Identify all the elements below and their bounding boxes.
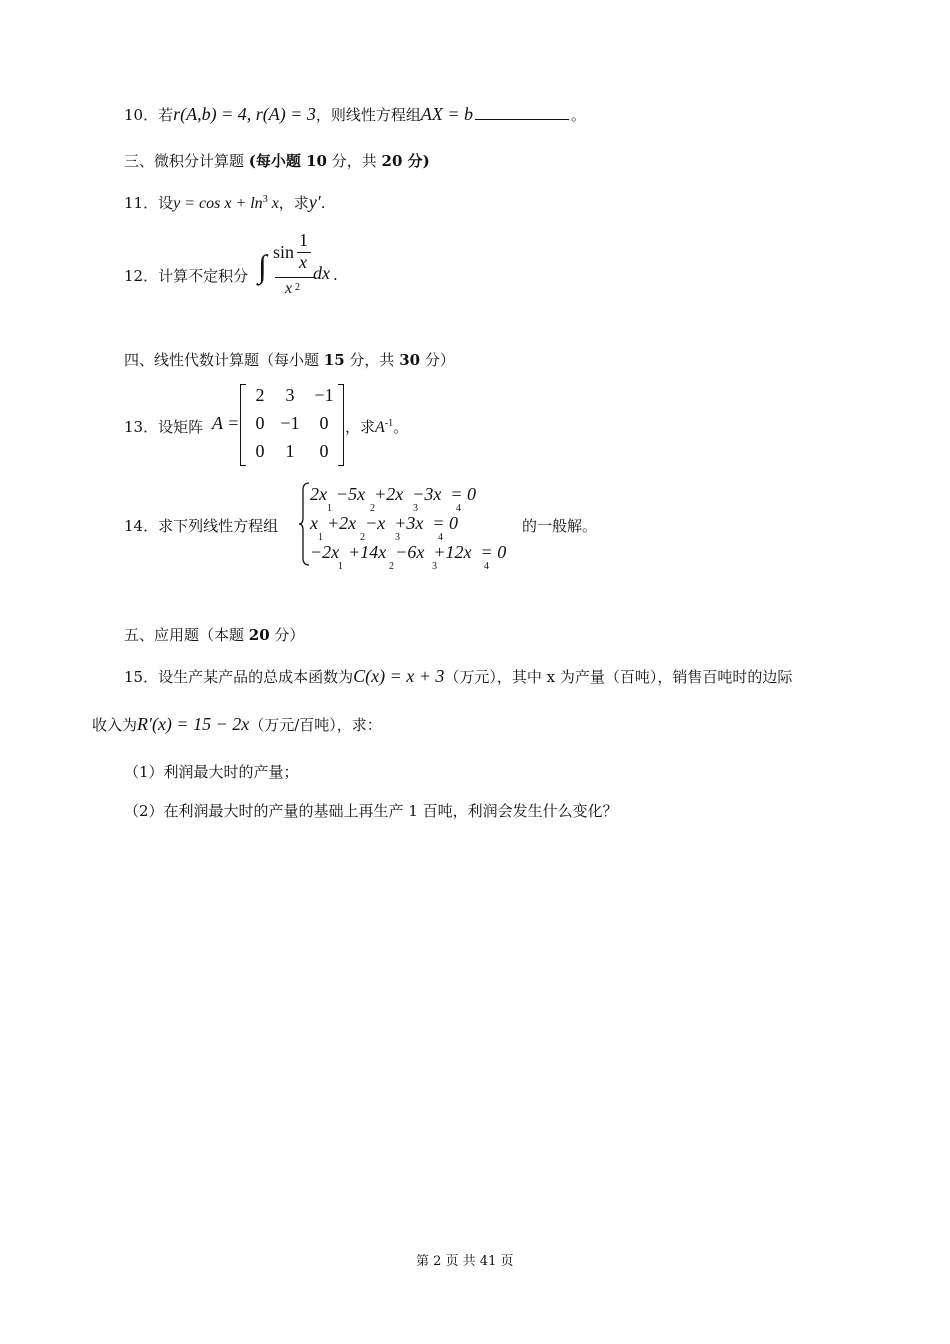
question-number: 13． <box>124 418 159 436</box>
question-15-line-2 <box>92 714 382 735</box>
variable: x <box>267 195 279 212</box>
question-11 <box>124 192 326 213</box>
question-13-tail <box>345 416 408 437</box>
equation-text: −2x +14x −6x +12x = 0 <box>310 542 507 562</box>
section-score-each: 10 <box>306 152 327 170</box>
inner-denominator: x <box>299 252 307 272</box>
question-text: 设 <box>158 194 174 212</box>
section-score-total: 20 <box>381 152 403 170</box>
section-score-total: 20 <box>248 626 270 644</box>
page-footer: 第 2 页 共 41 页 <box>416 1254 514 1269</box>
question-number: 14． <box>124 517 159 535</box>
matrix-cell: 0 <box>255 441 265 461</box>
denominator-exponent: 2 <box>295 282 300 293</box>
subscript: 3 <box>395 532 400 543</box>
marginal-revenue: R′(x) = 15 − 2x <box>137 714 250 734</box>
denominator: x <box>285 280 293 297</box>
subscript: 4 <box>484 561 489 572</box>
period: 。 <box>571 106 587 124</box>
system-brace <box>298 482 310 566</box>
section-score-open: (每小题 <box>248 152 307 170</box>
answer-blank <box>475 105 569 120</box>
matrix-cell: −1 <box>314 385 334 405</box>
question-number: 10． <box>124 106 159 124</box>
section-score-mid: 分，共 <box>344 351 400 369</box>
matrix-cell: −1 <box>280 413 300 433</box>
fraction-line <box>275 277 315 278</box>
subscript: 1 <box>318 532 323 543</box>
matrix-cell: 0 <box>319 441 329 461</box>
question-12 <box>124 265 248 286</box>
question-text: ，则线性方程组 <box>315 106 421 124</box>
section-4-heading <box>124 349 455 370</box>
question-13 <box>124 416 203 437</box>
equation-text: 2x −5x +2x −3x = 0 <box>310 484 477 504</box>
question-15-part-2: （2）在利润最大时的产量的基础上再生产 1 百吨，利润会发生什么变化？ <box>124 802 618 820</box>
section-5-heading <box>124 624 304 645</box>
sin-text: sin <box>273 242 295 262</box>
rank-condition: r(A,b) = 4, r(A) = 3 <box>173 104 316 124</box>
subscript: 4 <box>456 503 461 514</box>
cost-function: C(x) = x + 3 <box>353 666 445 686</box>
section-score-total: 30 <box>399 351 421 369</box>
question-text: 计算不定积分 <box>158 267 249 285</box>
exponent: 3 <box>262 194 268 205</box>
period: 。 <box>393 418 409 436</box>
question-text: 设矩阵 <box>158 418 204 436</box>
question-number: 12． <box>124 267 159 285</box>
section-score-each: 15 <box>323 351 345 369</box>
period: . <box>320 194 326 212</box>
matrix-a <box>240 384 344 466</box>
question-text: 求下列线性方程组 <box>158 517 279 535</box>
system-equation-1 <box>310 484 476 505</box>
question-14 <box>124 515 278 536</box>
section-score-close: 分） <box>420 351 455 369</box>
subscript: 1 <box>338 561 343 572</box>
question-10 <box>124 104 586 125</box>
system-equation-2 <box>310 513 458 534</box>
section-score-close: 分） <box>269 626 305 644</box>
matrix-cell: 0 <box>319 413 329 433</box>
matrix-label: A = <box>212 413 240 433</box>
equation: AX = b <box>420 104 474 124</box>
section-score-mid: 分，共 <box>326 152 382 170</box>
matrix-cell: 0 <box>255 413 265 433</box>
question-text: ，求 <box>345 418 376 436</box>
subscript: 4 <box>438 532 443 543</box>
system-equation-3 <box>310 542 506 563</box>
question-text: 设生产某产品的总成本函数为 <box>158 668 354 686</box>
subscript: 3 <box>432 561 437 572</box>
question-number: 11． <box>124 194 159 212</box>
question-15-part-1: （1）利润最大时的产量； <box>124 763 299 781</box>
section-score-close: 分) <box>402 152 430 170</box>
question-text: ，求 <box>278 194 309 212</box>
subscript: 1 <box>327 503 332 514</box>
integral-sign: ∫ <box>258 248 267 284</box>
question-15-line-1 <box>124 666 792 687</box>
period: . <box>333 266 338 284</box>
subscript: 2 <box>370 503 375 514</box>
section-title: 五、应用题（本题 <box>124 626 249 644</box>
question-text: （万元/百吨），求： <box>249 716 382 734</box>
question-number: 15． <box>124 668 159 686</box>
section-title: 四、线性代数计算题（每小题 <box>124 351 324 369</box>
question-text: 收入为 <box>92 716 138 734</box>
question-14-tail: 的一般解。 <box>522 517 598 535</box>
equation-text: x +2x −x +3x = 0 <box>310 513 459 533</box>
question-text: 若 <box>158 106 174 124</box>
section-3-heading <box>124 150 430 171</box>
subscript: 3 <box>413 503 418 514</box>
derivative: y′ <box>308 192 321 212</box>
matrix-cell: 1 <box>285 441 295 461</box>
inner-numerator: 1 <box>299 230 308 250</box>
differential: dx <box>313 263 330 283</box>
subscript: 2 <box>360 532 365 543</box>
question-text: （万元），其中 x 为产量（百吨），销售百吨时的边际 <box>444 668 793 686</box>
function-expression: y = cos x + ln <box>173 195 263 212</box>
matrix-cell: 3 <box>285 385 295 405</box>
section-title: 三、微积分计算题 <box>124 152 249 170</box>
matrix-cell: 2 <box>255 385 265 405</box>
matrix-symbol: A <box>375 419 385 436</box>
subscript: 2 <box>389 561 394 572</box>
inverse-exponent: -1 <box>384 418 394 429</box>
